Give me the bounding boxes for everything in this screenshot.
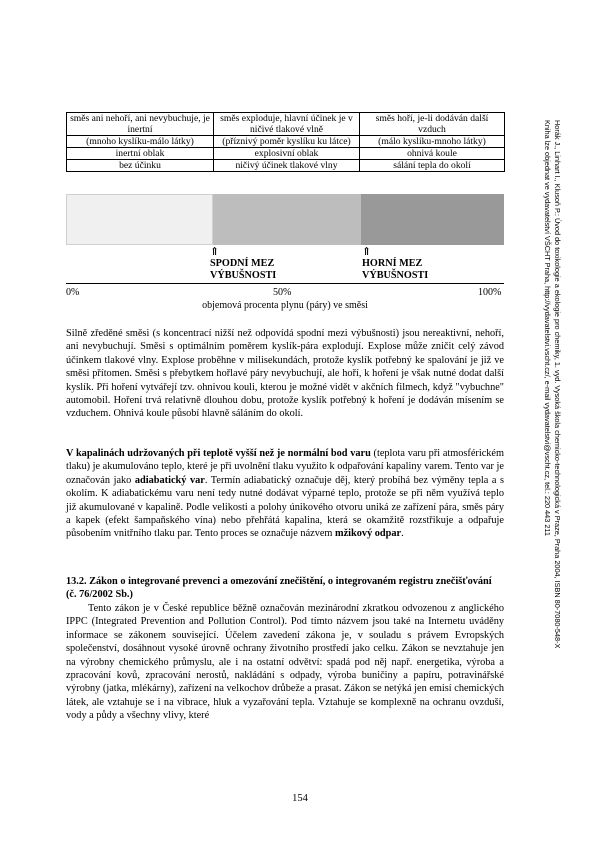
table-cell: směs exploduje, hlavní účinek je v ničivé tlakové vlně: [214, 113, 360, 136]
inert-zone-band: [66, 194, 213, 245]
axis-tick-100: 100%: [478, 287, 502, 298]
paragraph-mixtures: Silně zředěné směsi (s koncentrací nižší než odpovídá spodní mezi výbušnosti) jsou nereaktivní, nehoří, ani nevybuchují. Směsi s optimálním poměrem kyslík-pára explodují. Explose může zničit celý závod účinkem tlakové vlny. Explose proběhne v milisekundách, protože kyslík potřebný ke spalování je již ve směsi přítomen. Směsi s přebytkem hořlavé páry nevybuchují, ale hoří, k hoření je však nutné dodat další kyslík. Při hoření vytvářejí tzv. ohnivou kouli, kterou je možné vidět v akčních filmech, když "vybuchne" automobil. Hoření trvá relativně dlouhou dobu, protože kyslík potřebný k hoření je dodáván mísením se vzduchem. Ohnivá koule působí hlavně sáláním do okolí.: [66, 328, 504, 420]
explosion-range-table: [66, 112, 505, 172]
page-number: 154: [292, 793, 308, 804]
bold-term: mžikový odpar: [335, 528, 402, 540]
paragraph-adiabatic-boiling: [66, 447, 504, 541]
lower-limit-label: SPODNÍ MEZ VÝBUŠNOSTI: [210, 258, 277, 281]
table-cell: explosivní oblak: [214, 148, 360, 160]
text-span: .: [401, 528, 404, 540]
upper-limit-label: HORNÍ MEZ VÝBUŠNOSTI: [362, 258, 429, 281]
table-cell: (příznivý poměr kyslíku ku látce): [214, 136, 360, 148]
axis-line: [66, 283, 504, 284]
bold-term: adiabatický var: [134, 474, 205, 486]
fireball-zone-band: [361, 194, 504, 245]
citation-sidebar: [543, 120, 562, 649]
table-row: [67, 160, 505, 172]
explosive-zone-band: [213, 194, 361, 245]
table-cell: ohnivá koule: [360, 148, 505, 160]
table-cell: (málo kyslíku-mnoho látky): [360, 136, 505, 148]
paragraph-ippc: Tento zákon je v České republice běžně označován mezinárodní zkratkou odvozenou z anglického IPPC (Integrated Prevention and Pollution Control). Pod tímto názvem jsou také na Internetu uváděny informace se zákonem související. Účelem zavedení zákona je, v souladu s právem Evropských společenství, dosáhnout vysoké úrovně ochrany životního prostředí jako celku. Zákon se nevztahuje jen na výrobny chemického průmyslu, ale i na ostatní odvětví: spadá pod něj např. energetika, výroba a zpracování kovů, zpracování nerostů, nakládání s odpady, výroba buničiny a papíru, potravinářské výrobny (jatka, mlékárny), zařízení na velkochov drůbeže a prasat. Zákon se netýká jen emisí chemických látek, ale vztahuje se i na vibrace, hluk a vyzařování tepla. Vztahuje se komplexně na ochranu ovzduší, vody a půdy a všechny vlivy, které: [66, 603, 504, 722]
axis-tick-50: 50%: [273, 287, 292, 298]
table-cell: sálání tepla do okolí: [360, 160, 505, 172]
axis-title: objemová procenta plynu (páry) ve směsi: [202, 300, 368, 311]
table-row: [67, 148, 505, 160]
upper-limit-arrow-icon: ⇑: [362, 246, 372, 258]
section-heading: 13.2. Zákon o integrované prevenci a omezování znečištění, o integrovaném registru znečišťování (č. 76/2002 Sb.): [66, 576, 492, 601]
text-span: (teplota varu při atmosférickém tlaku) je akumulováno teplo, které je při uvolnění tlaku využito k odpařování kapaliny varem. Tento var je označován jako: [66, 448, 505, 486]
table-cell: směs hoří, je-li dodáván další vzduch: [360, 113, 505, 136]
bold-term: V kapalinách udržovaných při teplotě vyšší než je normální bod varu: [66, 448, 371, 459]
citation-line: Kniha lze objednat ve vydavatelství VŠCHT Praha, http://vydavatelstvi.vscht.cz/, e-mail vydavatelstvi@vscht.cz, tel.: 220 443 211: [543, 120, 552, 536]
table-cell: (mnoho kyslíku-málo látky): [67, 136, 214, 148]
table-cell: směs ani nehoří, ani nevybuchuje, je inertní: [67, 113, 214, 136]
text-span: . Termín adiabatický označuje děj, který probíhá bez výměny tepla a s okolím. K adiabatickému varu není tedy nutné dodávat výparné teplo, protože se při něm využívá teplo již akumulované v kapalině. Podle velikosti a polohy únikového otvoru uniká ze zařízení pára, směs páry a kapek (efekt šampaňského vína) nebo přehřátá kapalina, která se okamžitě rozstřikuje a odpařuje působením vnitřního tlaku par. Tento proces se označuje názvem: [66, 474, 504, 540]
lower-limit-arrow-icon: ⇑: [210, 246, 220, 258]
axis-tick-0: 0%: [66, 287, 80, 298]
citation-line: Horák J., Linhart I., Klusoň P.: Úvod do toxikologie a ekologie pro chemiky, 1. vyd. Vysoká škola chemicko-technologická v Praze, Praha 2004, ISBN 80-7080-548-X: [553, 120, 562, 649]
table-cell: inertní oblak: [67, 148, 214, 160]
table-row: [67, 113, 505, 136]
table-cell: bez účinku: [67, 160, 214, 172]
table-cell: ničivý účinek tlakové vlny: [214, 160, 360, 172]
table-row: [67, 136, 505, 148]
